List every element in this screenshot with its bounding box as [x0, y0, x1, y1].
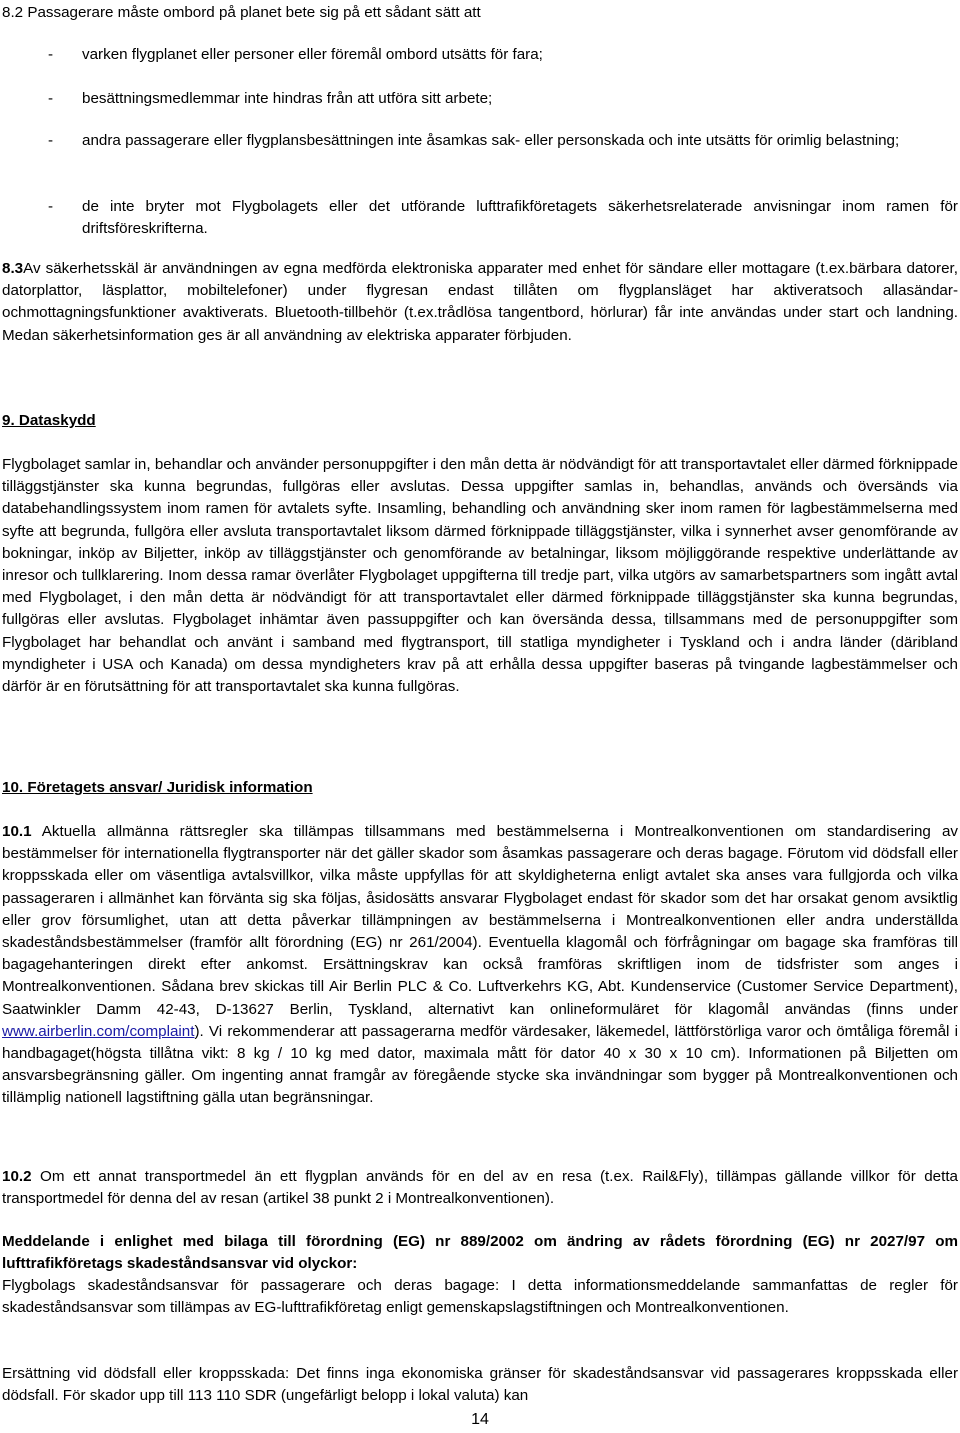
paragraph-text: Om ett annat transportmedel än ett flygplan används för en del av en resa (t.ex. Rail&Fly), tillämpas gällande villkor för detta transportmedel för denna del av resan (artikel 38 punkt 2 i Montrealkonventionen). — [2, 1168, 958, 1208]
paragraph-text: Av säkerhetsskäl är användningen av egna medförda elektroniska apparater med enhet för sändare eller mottagare (t.ex.bärbara datorer, datorplattor, läsplattor, mobiltelefoner) under flygresan endast tillåten om flygplansläget har aktiveratsoch allasändar-ochmottagningsfunktioner avaktiverats. Bluetooth-tillbehör (t.ex.trådlösa tangentbord, hörlurar) får inte användas under start och landning. Medan säkerhetsinformation ges är all användning av elektriska apparater förbjuden. — [2, 260, 958, 344]
page-number: 14 — [471, 1411, 489, 1428]
list-dash: - — [48, 198, 54, 215]
section-10-1-paragraph — [2, 821, 958, 1110]
complaint-link[interactable]: www.airberlin.com/complaint — [2, 1022, 195, 1040]
list-item — [48, 130, 958, 152]
section-number: 10.1 — [2, 823, 32, 840]
section-8-2-heading: 8.2 Passagerare måste ombord på planet bete sig på ett sådant sätt att — [2, 4, 481, 21]
section-9-paragraph: Flygbolaget samlar in, behandlar och använder personuppgifter i den mån detta är nödvändigt för att transportavtalet eller därmed förknippade tilläggstjänster ska kunna begrundas, fullgöras eller avslutas. Dessa uppgifter samlas in, behandlas, används och översänds via databehandlingssystem inom ramen för avtalets syfte. Insamling, behandling och användning sker inom ramen för lagbestämmelserna med syfte att begrunda, fullgöra eller avsluta transportavtalet liksom därmed förknippade tilläggstjänster, vilka i synnerhet avser genomförande av bokningar, inköp av Biljetter, inköp av tilläggstjänster och genomförande av betalningar, liksom möjliggörande respektive underlättande av inresor och tullklarering. Inom dessa ramar överlåter Flygbolaget uppgifterna till tredje part, vilka utgörs av samarbetspartners som ingått avtal med Flygbolaget, i den mån detta är nödvändigt för att transportavtalet eller därmed förknippade tilläggstjänster ska kunna begrundas, fullgöras eller avslutas. Flygbolaget inhämtar även passuppgifter och kan översända dessa, tillsammans med de personuppgifter som Flygbolaget har behandlat och använt i samband med flygtransport, till statliga myndigheter i Tyskland och i andra länder (däribland myndigheter i USA och Kanada) om dessa myndigheters krav på att erhålla dessa uppgifter baseras på tvingande lagbestämmelser och därför är en förutsättning för att transportavtalet ska kunna fullgöras. — [2, 456, 958, 696]
list-item — [48, 44, 958, 66]
section-heading-text: 9. Dataskydd — [2, 412, 96, 429]
notice-paragraph: Flygbolags skadeståndsansvar för passagerare och deras bagage: I detta informationsmeddelande sammanfattas de regler för skadeståndsansvar som tillämpas av EG-lufttrafikföretag enligt gemenskapslagstiftningen och Montrealkonventionen. — [2, 1277, 958, 1317]
section-10-heading — [2, 777, 958, 799]
list-item — [48, 88, 958, 110]
section-8-3-paragraph — [2, 258, 958, 347]
paragraph-text: Aktuella allmänna rättsregler ska tillämpas tillsammans med bestämmelserna i Montrealkonventionen om standardisering av bestämmelser för internationella flygtransporter när det gäller skador som åsamkas passagerare och deras bagage. Förutom vid dödsfall eller kroppsskada eller om väsentliga avtalsvillkor, vilka måste uppfyllas för att skyldigheterna enligt avtalet ska anses vara fullgjorda och vilka passageraren i allmänhet kan förvänta sig ska följas, åsidosätts ansvarar Flygbolaget endast för skador som det har orsakat genom avsiktlig eller grov försumlighet, utan att detta påverkar tillämpningen av bestämmelserna i Montrealkonventionen eller andra underställda skadeståndsbestämmelser (framför allt förordning (EG) nr 261/2004). Eventuella klagomål och förfrågningar om bagage ska framföras till bagagehanteringen direkt efter ankomst. Ersättningskrav kan också framföras skriftligen inom de tidsfrister som anges i Montrealkonventionen. Sådana brev skickas till Air Berlin PLC & Co. Luftverkehrs KG, Abt. Kundenservice (Customer Service Department), Saatwinkler Damm 42-43, D-13627 Berlin, Tyskland, alternativt kan onlineformuläret för klagomål användas (finns under — [2, 823, 958, 1018]
section-heading-text: 10. Företagets ansvar/ Juridisk information — [2, 779, 313, 796]
paragraph-text: ). Vi rekommenderar att passagerarna medför värdesaker, läkemedel, lättförstörliga varor och ömtåliga föremål i handbagaget(högsta tillåtna vikt: 8 kg / 10 kg med dator, maximala mått för dator 40 x 30 x 10 cm). Informationen på Biljetten om ansvarsbegränsning gäller. Om ingenting annat framgår av föregående stycke ska invändningar som bygger på Montrealkonventionen och tillämplig nationell lagstiftning gälla utan begränsningar. — [2, 1022, 958, 1107]
section-9-heading — [2, 410, 958, 432]
section-number: 10.2 — [2, 1168, 32, 1185]
list-item-text: andra passagerare eller flygplansbesättningen inte åsamkas sak- eller personskada och inte utsätts för orimlig belastning; — [82, 132, 900, 149]
list-dash: - — [48, 46, 54, 63]
list-dash: - — [48, 132, 54, 149]
list-item — [48, 196, 958, 240]
section-number: 8.3 — [2, 260, 24, 277]
section-10-2-paragraph — [2, 1166, 958, 1210]
notice-heading — [2, 1231, 958, 1275]
list-item-text: de inte bryter mot Flygbolagets eller det utförande lufttrafikföretagets säkerhetsrelaterade anvisningar inom ramen för driftsföreskrifterna. — [82, 198, 958, 238]
list-item-text: besättningsmedlemmar inte hindras från att utföra sitt arbete; — [82, 90, 493, 107]
notice-heading-text: Meddelande i enlighet med bilaga till förordning (EG) nr 889/2002 om ändring av rådets förordning (EG) nr 2027/97 om lufttrafikföretags skadeståndsansvar vid olyckor: — [2, 1233, 958, 1273]
compensation-paragraph: Ersättning vid dödsfall eller kroppsskada: Det finns inga ekonomiska gränser för skadeståndsansvar vid passagerares kroppsskada eller dödsfall. För skador upp till 113 110 SDR (ungefärligt belopp i lokal valuta) kan — [2, 1365, 958, 1405]
list-dash: - — [48, 90, 54, 107]
list-item-text: varken flygplanet eller personer eller föremål ombord utsätts för fara; — [82, 46, 543, 63]
